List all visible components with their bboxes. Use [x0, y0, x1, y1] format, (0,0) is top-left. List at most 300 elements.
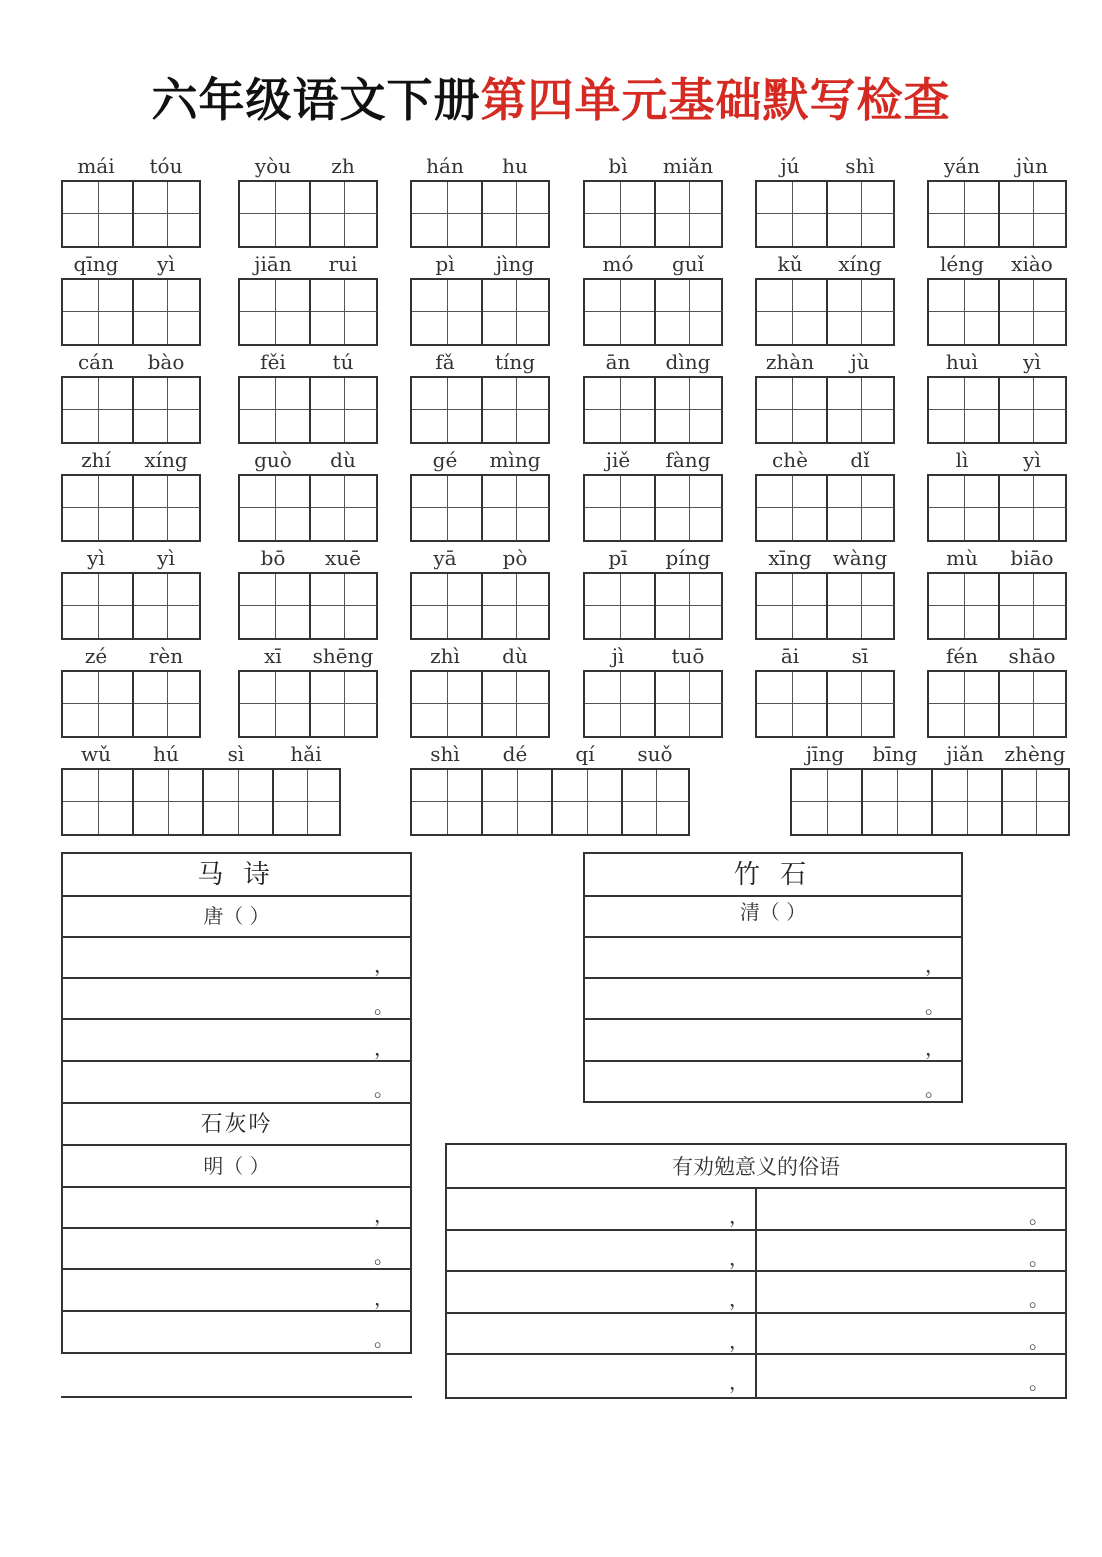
- cell-guide-vertical: [98, 476, 99, 540]
- writing-cell[interactable]: [998, 476, 1066, 540]
- pinyin-syllable: yán: [943, 154, 981, 178]
- punctuation-mark: ，: [729, 1246, 749, 1270]
- cell-guide-vertical: [689, 280, 690, 344]
- writing-cell[interactable]: [309, 280, 377, 344]
- cell-guide-vertical: [1033, 182, 1034, 246]
- writing-cell[interactable]: [826, 280, 894, 344]
- writing-cell[interactable]: [585, 476, 655, 540]
- punctuation-mark: 。: [925, 994, 945, 1018]
- pinyin-syllable: yì: [157, 546, 175, 570]
- writing-cell[interactable]: [63, 476, 133, 540]
- proverb-row[interactable]: [447, 1188, 1065, 1231]
- cell-guide-vertical: [964, 378, 965, 442]
- writing-cell[interactable]: [412, 280, 482, 344]
- cell-guide-vertical: [167, 672, 168, 736]
- tianzige-grid: [755, 376, 895, 444]
- writing-cell[interactable]: [240, 378, 310, 442]
- writing-cell[interactable]: [63, 280, 133, 344]
- cell-guide-vertical: [275, 280, 276, 344]
- pinyin-syllable: zhí: [81, 448, 111, 472]
- tianzige-grid: [790, 768, 1070, 836]
- tianzige-grid: [583, 474, 723, 542]
- writing-cell[interactable]: [585, 280, 655, 344]
- pinyin-word-24: [61, 545, 201, 640]
- pinyin-syllable: zhàn: [765, 350, 815, 374]
- writing-cell[interactable]: [240, 672, 310, 736]
- writing-cell[interactable]: [481, 476, 549, 540]
- punctuation-mark: ，: [729, 1287, 749, 1311]
- poem1-line-1[interactable]: [63, 937, 410, 979]
- poem2-line-1[interactable]: [63, 1187, 410, 1229]
- pinyin-syllable: xiào: [1011, 252, 1053, 276]
- writing-cell[interactable]: [551, 770, 621, 834]
- writing-cell[interactable]: [309, 378, 377, 442]
- cell-guide-vertical: [447, 280, 448, 344]
- punctuation-mark: 。: [1029, 1246, 1049, 1270]
- tianzige-grid: [61, 180, 201, 248]
- punctuation-mark: 。: [1029, 1204, 1049, 1228]
- writing-cell[interactable]: [240, 476, 310, 540]
- writing-cell[interactable]: [132, 672, 200, 736]
- writing-cell[interactable]: [621, 770, 689, 834]
- pinyin-syllable: rui: [328, 252, 358, 276]
- pinyin-word-17: [927, 349, 1067, 444]
- writing-cell[interactable]: [654, 672, 722, 736]
- cell-guide-vertical: [792, 476, 793, 540]
- writing-cell[interactable]: [309, 672, 377, 736]
- cell-guide-vertical: [447, 770, 448, 834]
- writing-cell[interactable]: [585, 182, 655, 246]
- writing-cell[interactable]: [412, 770, 482, 834]
- pinyin-syllable: yì: [1023, 448, 1041, 472]
- proverb-row[interactable]: [447, 1271, 1065, 1314]
- tianzige-grid: [755, 180, 895, 248]
- pinyin-syllable: fǎ: [435, 350, 455, 374]
- pinyin-word-5: [927, 153, 1067, 248]
- pinyin-syllable: chè: [772, 448, 808, 472]
- writing-cell[interactable]: [929, 476, 999, 540]
- cell-guide-vertical: [447, 378, 448, 442]
- writing-cell[interactable]: [757, 182, 827, 246]
- writing-cell[interactable]: [132, 182, 200, 246]
- cell-guide-vertical: [792, 378, 793, 442]
- pinyin-syllable: jùn: [1016, 154, 1048, 178]
- tianzige-grid: [410, 474, 550, 542]
- punctuation-mark: ，: [729, 1204, 749, 1228]
- pinyin-syllable: gé: [432, 448, 458, 472]
- writing-cell[interactable]: [792, 770, 862, 834]
- pinyin-syllable: dé: [502, 742, 528, 766]
- tianzige-grid: [927, 670, 1067, 738]
- pinyin-word-22: [755, 447, 895, 542]
- cell-guide-vertical: [275, 672, 276, 736]
- tianzige-grid: [410, 572, 550, 640]
- writing-cell[interactable]: [481, 672, 549, 736]
- punctuation-mark: 。: [1029, 1287, 1049, 1311]
- writing-cell[interactable]: [654, 378, 722, 442]
- writing-cell[interactable]: [132, 770, 202, 834]
- poem3-line-2[interactable]: [585, 978, 961, 1020]
- tianzige-grid: [755, 278, 895, 346]
- cell-guide-vertical: [307, 770, 308, 834]
- writing-cell[interactable]: [481, 770, 551, 834]
- writing-cell[interactable]: [63, 378, 133, 442]
- pinyin-word-21: [583, 447, 723, 542]
- writing-cell[interactable]: [412, 182, 482, 246]
- cell-guide-vertical: [98, 378, 99, 442]
- cell-guide-vertical: [447, 476, 448, 540]
- writing-cell[interactable]: [132, 280, 200, 344]
- writing-cell[interactable]: [412, 672, 482, 736]
- punctuation-mark: ，: [729, 1370, 749, 1394]
- punctuation-mark: 。: [1029, 1370, 1049, 1394]
- title-grade: 六年级语文下册: [151, 73, 481, 127]
- poem-box-right: [583, 852, 963, 1103]
- pinyin-syllable: jú: [780, 154, 800, 178]
- writing-cell[interactable]: [585, 378, 655, 442]
- writing-cell[interactable]: [826, 574, 894, 638]
- writing-cell[interactable]: [132, 574, 200, 638]
- poem2-line-4[interactable]: [63, 1311, 410, 1354]
- proverb-divider: [755, 1313, 757, 1353]
- tianzige-grid: [410, 376, 550, 444]
- pinyin-word-9: [583, 251, 723, 346]
- writing-cell[interactable]: [998, 280, 1066, 344]
- pinyin-word-18: [61, 447, 201, 542]
- punctuation-mark: 。: [374, 1244, 394, 1268]
- pinyin-word-25: [238, 545, 378, 640]
- pinyin-syllable: tíng: [494, 350, 536, 374]
- pinyin-word-35: [927, 643, 1067, 738]
- proverb-row[interactable]: [447, 1354, 1065, 1397]
- pinyin-syllable: qīng: [73, 252, 119, 276]
- cell-guide-vertical: [656, 770, 657, 834]
- cell-guide-vertical: [861, 378, 862, 442]
- pinyin-word-30: [61, 643, 201, 738]
- writing-cell[interactable]: [826, 182, 894, 246]
- punctuation-mark: 。: [374, 1327, 394, 1351]
- tianzige-grid: [61, 474, 201, 542]
- writing-cell[interactable]: [998, 182, 1066, 246]
- cell-guide-vertical: [861, 476, 862, 540]
- pinyin-syllable: jìng: [495, 252, 535, 276]
- cell-guide-vertical: [167, 280, 168, 344]
- pinyin-syllable: jiě: [605, 448, 631, 472]
- writing-cell[interactable]: [585, 574, 655, 638]
- pinyin-syllable: píng: [665, 546, 711, 570]
- writing-cell[interactable]: [654, 574, 722, 638]
- poem1-line-4[interactable]: [63, 1061, 410, 1104]
- pinyin-syllable: shì: [845, 154, 875, 178]
- tianzige-grid: [755, 572, 895, 640]
- cell-guide-vertical: [1033, 672, 1034, 736]
- writing-cell[interactable]: [481, 182, 549, 246]
- writing-cell[interactable]: [240, 280, 310, 344]
- pinyin-syllable: pī: [608, 546, 628, 570]
- writing-cell[interactable]: [826, 378, 894, 442]
- poem3-line-3[interactable]: [585, 1020, 961, 1062]
- cell-guide-vertical: [964, 672, 965, 736]
- proverbs-title: 有劝勉意义的俗语: [672, 1155, 840, 1179]
- writing-cell[interactable]: [63, 182, 133, 246]
- pinyin-syllable: jīng: [805, 742, 845, 766]
- writing-cell[interactable]: [757, 574, 827, 638]
- writing-cell[interactable]: [929, 280, 999, 344]
- pinyin-word-idiom-1: [410, 741, 690, 836]
- poem1-line-3[interactable]: [63, 1020, 410, 1062]
- pinyin-word-34: [755, 643, 895, 738]
- writing-cell[interactable]: [861, 770, 931, 834]
- cell-guide-vertical: [1033, 280, 1034, 344]
- pinyin-syllable: lì: [955, 448, 969, 472]
- pinyin-syllable: biāo: [1010, 546, 1054, 570]
- writing-cell[interactable]: [481, 378, 549, 442]
- pinyin-syllable: dǐ: [850, 448, 870, 472]
- writing-cell[interactable]: [240, 574, 310, 638]
- punctuation-mark: ，: [374, 1036, 394, 1060]
- pinyin-word-19: [238, 447, 378, 542]
- pinyin-syllable: ān: [605, 350, 631, 374]
- cell-guide-vertical: [964, 280, 965, 344]
- pinyin-word-6: [61, 251, 201, 346]
- pinyin-syllable: xíng: [838, 252, 882, 276]
- cell-guide-vertical: [792, 574, 793, 638]
- writing-cell[interactable]: [309, 574, 377, 638]
- cell-guide-vertical: [344, 378, 345, 442]
- writing-cell[interactable]: [412, 378, 482, 442]
- tianzige-grid: [927, 278, 1067, 346]
- cell-guide-vertical: [447, 672, 448, 736]
- poem2-author-row: [63, 1145, 410, 1188]
- tianzige-grid: [927, 180, 1067, 248]
- pinyin-syllable: sī: [851, 644, 869, 668]
- poem2-title-row: [63, 1103, 410, 1146]
- cell-guide-vertical: [964, 574, 965, 638]
- cell-guide-vertical: [167, 182, 168, 246]
- proverb-row[interactable]: [447, 1313, 1065, 1355]
- poem2-title: 石灰吟: [200, 1112, 273, 1137]
- cell-guide-vertical: [861, 672, 862, 736]
- cell-guide-vertical: [275, 182, 276, 246]
- writing-cell[interactable]: [63, 574, 133, 638]
- poem1-title: 马 诗: [197, 860, 276, 890]
- writing-cell[interactable]: [757, 672, 827, 736]
- writing-cell[interactable]: [929, 672, 999, 736]
- poem2-line-2[interactable]: [63, 1228, 410, 1270]
- proverb-row[interactable]: [447, 1230, 1065, 1272]
- proverbs-title-row: [447, 1145, 1065, 1189]
- writing-cell[interactable]: [998, 378, 1066, 442]
- cell-guide-vertical: [98, 280, 99, 344]
- cell-guide-vertical: [275, 476, 276, 540]
- cell-guide-vertical: [792, 280, 793, 344]
- pinyin-syllable: yòu: [254, 154, 292, 178]
- pinyin-word-20: [410, 447, 550, 542]
- writing-cell[interactable]: [931, 770, 1001, 834]
- cell-guide-vertical: [344, 574, 345, 638]
- pinyin-syllable: dù: [502, 644, 528, 668]
- writing-cell[interactable]: [412, 476, 482, 540]
- writing-cell[interactable]: [654, 182, 722, 246]
- cell-guide-vertical: [689, 672, 690, 736]
- tianzige-grid: [61, 768, 341, 836]
- pinyin-syllable: hu: [502, 154, 528, 178]
- cell-guide-vertical: [620, 574, 621, 638]
- writing-cell[interactable]: [757, 476, 827, 540]
- pinyin-syllable: sì: [227, 742, 245, 766]
- tianzige-grid: [583, 180, 723, 248]
- punctuation-mark: ，: [374, 953, 394, 977]
- writing-cell[interactable]: [654, 280, 722, 344]
- pinyin-syllable: mó: [602, 252, 634, 276]
- tianzige-grid: [410, 180, 550, 248]
- pinyin-syllable: guò: [254, 448, 292, 472]
- tianzige-grid: [410, 670, 550, 738]
- cell-guide-vertical: [344, 182, 345, 246]
- page-title: [0, 64, 1102, 130]
- writing-cell[interactable]: [929, 574, 999, 638]
- pinyin-syllable: yì: [1023, 350, 1041, 374]
- cell-guide-vertical: [344, 476, 345, 540]
- pinyin-word-29: [927, 545, 1067, 640]
- cell-guide-vertical: [1033, 476, 1034, 540]
- writing-cell[interactable]: [309, 476, 377, 540]
- pinyin-word-2: [410, 153, 550, 248]
- proverbs-box: [445, 1143, 1067, 1399]
- poem-box-left: [61, 852, 412, 1354]
- cell-guide-vertical: [344, 672, 345, 736]
- pinyin-syllable: dìng: [665, 350, 711, 374]
- writing-cell[interactable]: [826, 476, 894, 540]
- cell-guide-vertical: [516, 574, 517, 638]
- proverb-divider: [755, 1354, 757, 1397]
- punctuation-mark: 。: [374, 1077, 394, 1101]
- cell-guide-vertical: [620, 476, 621, 540]
- pinyin-word-23: [927, 447, 1067, 542]
- cell-guide-vertical: [861, 182, 862, 246]
- writing-cell[interactable]: [309, 182, 377, 246]
- cell-guide-vertical: [1033, 378, 1034, 442]
- punctuation-mark: ，: [729, 1329, 749, 1353]
- pinyin-word-32: [410, 643, 550, 738]
- pinyin-syllable: fěi: [260, 350, 286, 374]
- writing-cell[interactable]: [998, 672, 1066, 736]
- writing-cell[interactable]: [654, 476, 722, 540]
- pinyin-syllable: jiǎn: [946, 742, 984, 766]
- cell-guide-vertical: [517, 770, 518, 834]
- pinyin-syllable: bīng: [872, 742, 918, 766]
- poem3-line-4[interactable]: [585, 1061, 961, 1101]
- cell-guide-vertical: [516, 182, 517, 246]
- cell-guide-vertical: [447, 574, 448, 638]
- cell-guide-vertical: [792, 182, 793, 246]
- cell-guide-vertical: [620, 672, 621, 736]
- cell-guide-vertical: [620, 280, 621, 344]
- poem2-line-3[interactable]: [63, 1270, 410, 1312]
- pinyin-syllable: suǒ: [637, 742, 673, 766]
- extra-writing-line[interactable]: [61, 1396, 412, 1398]
- pinyin-syllable: shāo: [1008, 644, 1056, 668]
- tianzige-grid: [583, 278, 723, 346]
- pinyin-syllable: mái: [77, 154, 115, 178]
- cell-guide-vertical: [167, 378, 168, 442]
- pinyin-syllable: shēng: [312, 644, 374, 668]
- pinyin-word-3: [583, 153, 723, 248]
- pinyin-syllable: xī: [264, 644, 282, 668]
- writing-cell[interactable]: [202, 770, 272, 834]
- writing-cell[interactable]: [757, 280, 827, 344]
- cell-guide-vertical: [689, 378, 690, 442]
- pinyin-word-16: [755, 349, 895, 444]
- writing-cell[interactable]: [1001, 770, 1069, 834]
- tianzige-grid: [583, 670, 723, 738]
- writing-cell[interactable]: [585, 672, 655, 736]
- writing-cell[interactable]: [63, 770, 133, 834]
- title-unit: 第四单元基础默写检查: [480, 73, 951, 127]
- cell-guide-vertical: [897, 770, 898, 834]
- pinyin-word-0: [61, 153, 201, 248]
- writing-cell[interactable]: [929, 182, 999, 246]
- proverb-divider: [755, 1188, 757, 1229]
- writing-cell[interactable]: [481, 280, 549, 344]
- pinyin-word-10: [755, 251, 895, 346]
- writing-cell[interactable]: [63, 672, 133, 736]
- cell-guide-vertical: [238, 770, 239, 834]
- poem3-author-row: [585, 895, 961, 938]
- cell-guide-vertical: [689, 574, 690, 638]
- writing-cell[interactable]: [240, 182, 310, 246]
- proverb-divider: [755, 1271, 757, 1312]
- pinyin-syllable: mìng: [489, 448, 541, 472]
- writing-cell[interactable]: [412, 574, 482, 638]
- pinyin-word-28: [755, 545, 895, 640]
- writing-cell[interactable]: [132, 476, 200, 540]
- cell-guide-vertical: [620, 378, 621, 442]
- pinyin-syllable: shì: [430, 742, 460, 766]
- cell-guide-vertical: [167, 574, 168, 638]
- writing-cell[interactable]: [757, 378, 827, 442]
- pinyin-syllable: miǎn: [662, 154, 714, 178]
- poem2-author: 明（ ）: [203, 1154, 270, 1178]
- cell-guide-vertical: [967, 770, 968, 834]
- punctuation-mark: 。: [374, 994, 394, 1018]
- pinyin-syllable: bō: [260, 546, 286, 570]
- pinyin-syllable: āi: [780, 644, 800, 668]
- pinyin-syllable: yā: [433, 546, 457, 570]
- tianzige-grid: [410, 278, 550, 346]
- writing-cell[interactable]: [272, 770, 340, 834]
- tianzige-grid: [583, 376, 723, 444]
- writing-cell[interactable]: [826, 672, 894, 736]
- tianzige-grid: [61, 376, 201, 444]
- pinyin-syllable: léng: [940, 252, 984, 276]
- poem1-line-2[interactable]: [63, 978, 410, 1020]
- writing-cell[interactable]: [929, 378, 999, 442]
- punctuation-mark: 。: [1029, 1329, 1049, 1353]
- poem3-line-1[interactable]: [585, 937, 961, 979]
- pinyin-word-31: [238, 643, 378, 738]
- pinyin-syllable: rèn: [148, 644, 184, 668]
- pinyin-word-27: [583, 545, 723, 640]
- writing-cell[interactable]: [998, 574, 1066, 638]
- writing-cell[interactable]: [481, 574, 549, 638]
- tianzige-grid: [61, 572, 201, 640]
- proverb-divider: [755, 1230, 757, 1270]
- pinyin-syllable: zh: [331, 154, 355, 178]
- pinyin-syllable: jì: [611, 644, 625, 668]
- writing-cell[interactable]: [132, 378, 200, 442]
- pinyin-word-idiom-2: [790, 741, 1070, 836]
